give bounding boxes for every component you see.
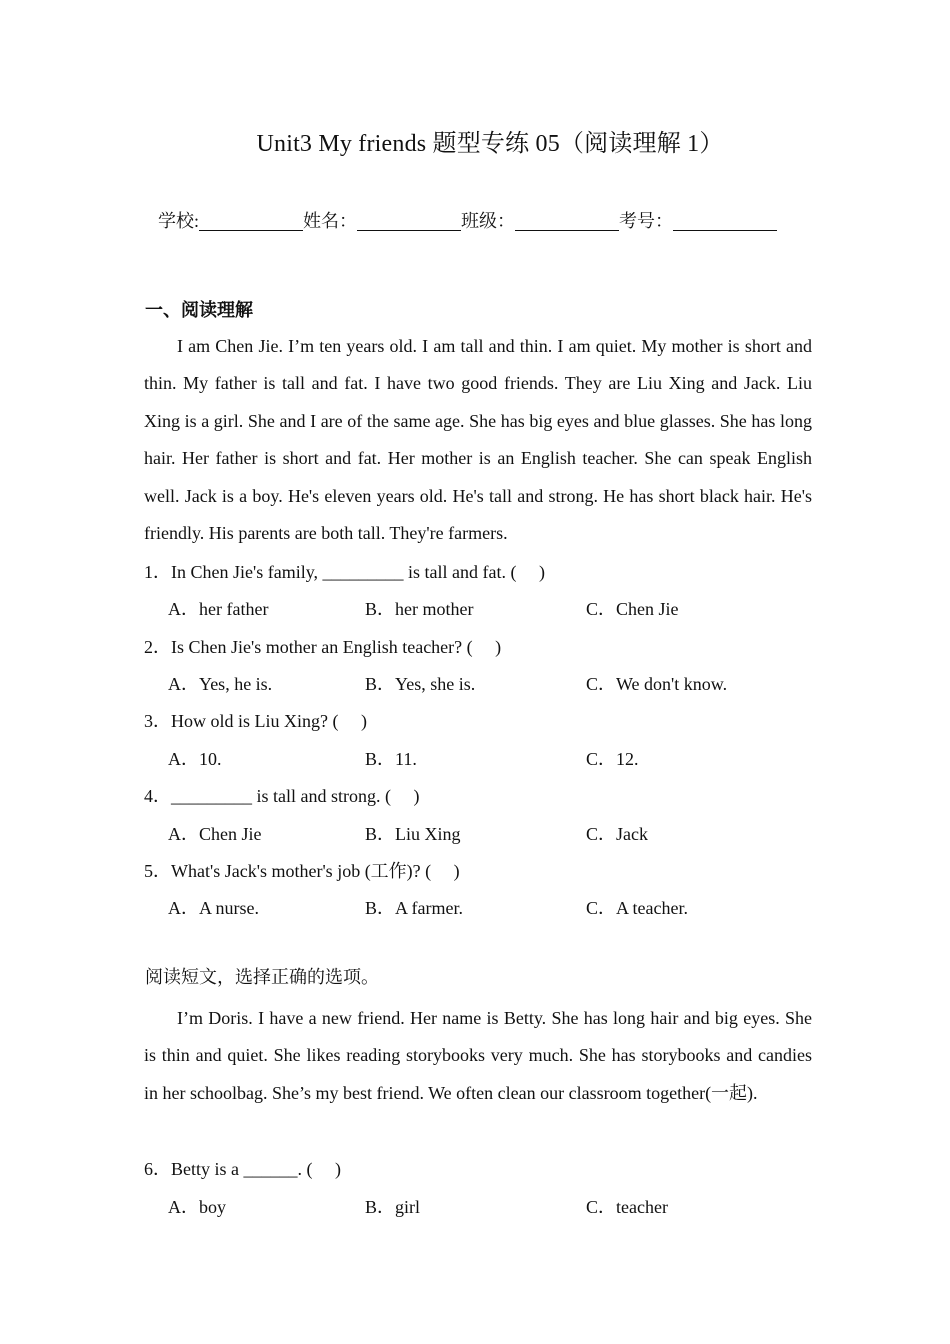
question-6: 6．Betty is a ______. ( ): [144, 1159, 341, 1179]
class-label: 班级：: [461, 211, 516, 231]
section-heading: 一、阅读理解: [145, 300, 253, 321]
reading-passage-1: I am Chen Jie. I’m ten years old. I am tall and thin. I am quiet. My mother is short and thin. My father is tall and fat. I have two good friends. They are Liu Xing and Jack. Liu Xing is a girl. She and I are of the same age. She has big eyes and blue glasses. She has long hair. Her father is short and fat. Her mother is an English teacher. She can speak English well. Jack is a boy. He's eleven years old. He's tall and strong. He has short black hair. He's friendly. His parents are both tall. They're farmers.: [144, 336, 812, 544]
question-5: 5．What's Jack's mother's job (工作)? ( ): [144, 861, 460, 881]
exam-number-label: 考号：: [619, 211, 674, 231]
question-3-option-b: B．11.: [365, 749, 417, 769]
question-6-option-c: C．teacher: [586, 1197, 668, 1217]
question-3-option-c: C．12.: [586, 749, 639, 769]
question-5-option-c: C．A teacher.: [586, 898, 688, 918]
class-blank: [515, 212, 619, 231]
question-5-option-b: B．A farmer.: [365, 898, 463, 918]
school-blank: [199, 212, 303, 231]
question-4-option-a: A．Chen Jie: [168, 824, 262, 844]
reading-prompt: 阅读短文，选择正确的选项。: [145, 967, 379, 987]
question-4: 4．_________ is tall and strong. ( ): [144, 786, 420, 806]
question-2-option-c: C．We don't know.: [586, 674, 728, 694]
question-1-option-c: C．Chen Jie: [586, 599, 679, 619]
question-2: 2．Is Chen Jie's mother an English teacher? ( ): [144, 637, 502, 657]
school-label: 学校:: [158, 211, 200, 231]
reading-passage-2: I’m Doris. I have a new friend. Her name is Betty. She has long hair and big eyes. She is thin and quiet. She likes reading storybooks very much. She has storybooks and candies in her schoolbag. She’s my best friend. We often clean our classroom together(一起).: [144, 1008, 812, 1103]
question-4-option-c: C．Jack: [586, 824, 648, 844]
question-4-option-b: B．Liu Xing: [365, 824, 461, 844]
question-2-option-a: A．Yes, he is.: [168, 674, 273, 694]
question-1-option-b: B．her mother: [365, 599, 474, 619]
question-1: 1．In Chen Jie's family, _________ is tall and fat. ( ): [144, 562, 546, 582]
name-blank: [357, 212, 461, 231]
question-1-option-a: A．her father: [168, 599, 269, 619]
exam-number-blank: [673, 212, 777, 231]
question-2-option-b: B．Yes, she is.: [365, 674, 476, 694]
student-info-line: [158, 207, 777, 233]
question-5-option-a: A．A nurse.: [168, 898, 259, 918]
question-6-option-a: A．boy: [168, 1197, 226, 1217]
page-title: Unit3 My friends 题型专练 05（阅读理解 1）: [256, 131, 724, 157]
question-3-option-a: A．10.: [168, 749, 222, 769]
question-6-option-b: B．girl: [365, 1197, 421, 1217]
question-3: 3．How old is Liu Xing? ( ): [144, 711, 367, 731]
name-label: 姓名：: [303, 211, 358, 231]
